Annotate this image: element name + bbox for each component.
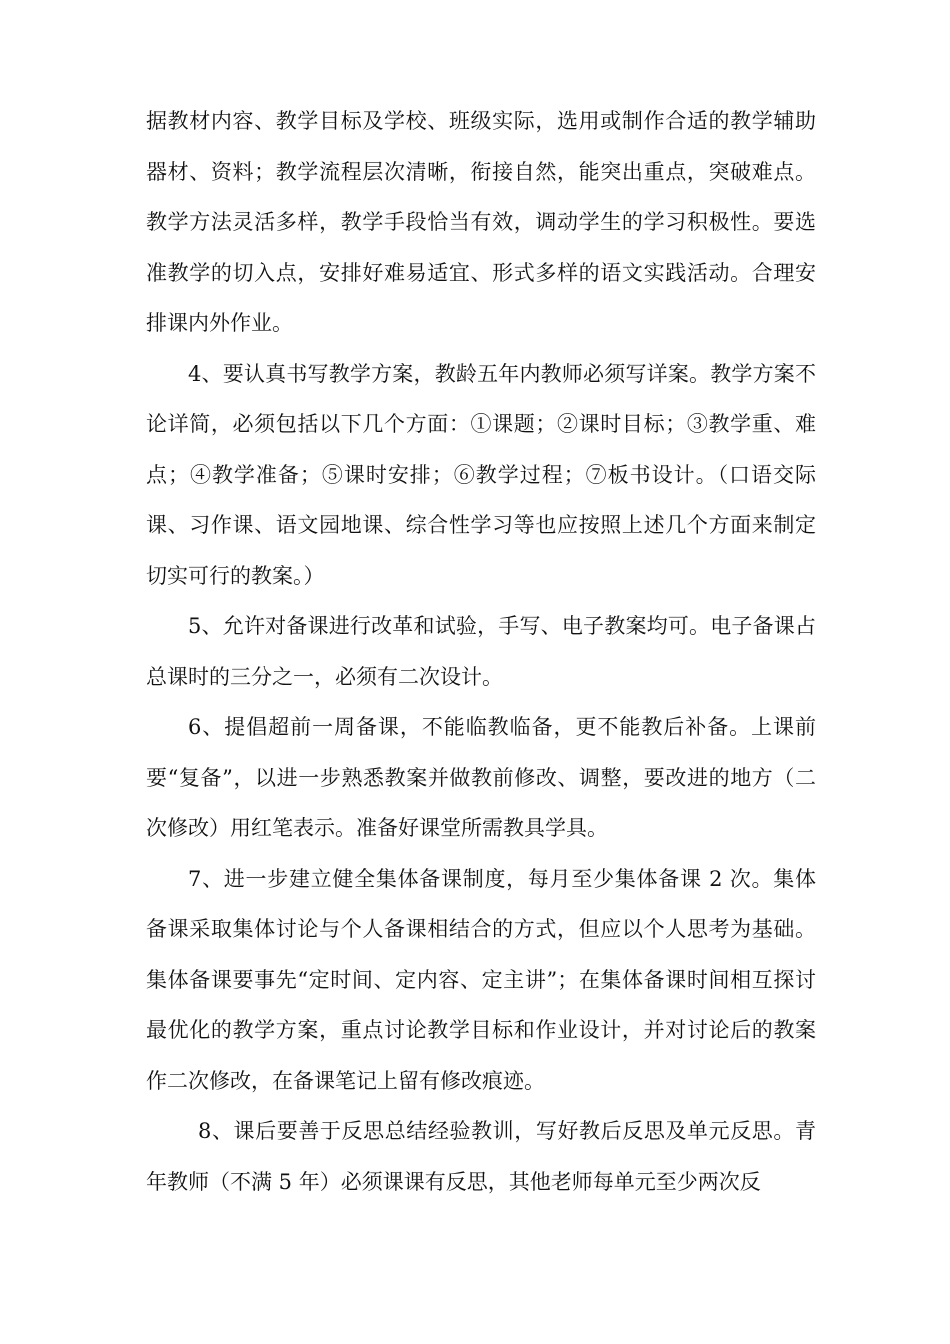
paragraph-continuation: 据教材内容、教学目标及学校、班级实际，选用或制作合适的教学辅助器材、资料；教学流程层次清晰，衔接自然，能突出重点，突破难点。教学方法灵活多样，教学手段恰当有效，调动学生的学习积极性。要选准教学的切入点，安排好难易适宜、形式多样的语文实践活动。合理安排课内外作业。 — [146, 109, 816, 335]
paragraph-item-4: 4、要认真书写教学方案，教龄五年内教师必须写详案。教学方案不论详简，必须包括以下几个方面：①课题；②课时目标；③教学重、难点；④教学准备；⑤课时安排；⑥教学过程；⑦板书设计。（口语交际课、习作课、语文园地课、综合性学习等也应按照上述几个方面来制定切实可行的教案。） — [146, 361, 816, 588]
paragraph-item-6: 6、提倡超前一周备课，不能临教临备，更不能教后补备。上课前要“复备”，以进一步熟悉教案并做教前修改、调整，要改进的地方（二次修改）用红笔表示。准备好课堂所需教具学具。 — [146, 715, 816, 840]
paragraph-item-8: 8、课后要善于反思总结经验教训，写好教后反思及单元反思。青年教师（不满 5 年）必须课课有反思，其他老师每单元至少两次反 — [146, 1119, 816, 1194]
document-body — [146, 96, 816, 1207]
paragraph-item-5: 5、允许对备课进行改革和试验，手写、电子教案均可。电子备课占总课时的三分之一，必须有二次设计。 — [146, 614, 816, 689]
paragraph-item-7: 7、进一步建立健全集体备课制度，每月至少集体备课 2 次。集体备课采取集体讨论与个人备课相结合的方式，但应以个人思考为基础。集体备课要事先“定时间、定内容、定主讲”；在集体备课时间相互探讨最优化的教学方案，重点讨论教学目标和作业设计，并对讨论后的教案作二次修改，在备课笔记上留有修改痕迹。 — [146, 866, 816, 1093]
